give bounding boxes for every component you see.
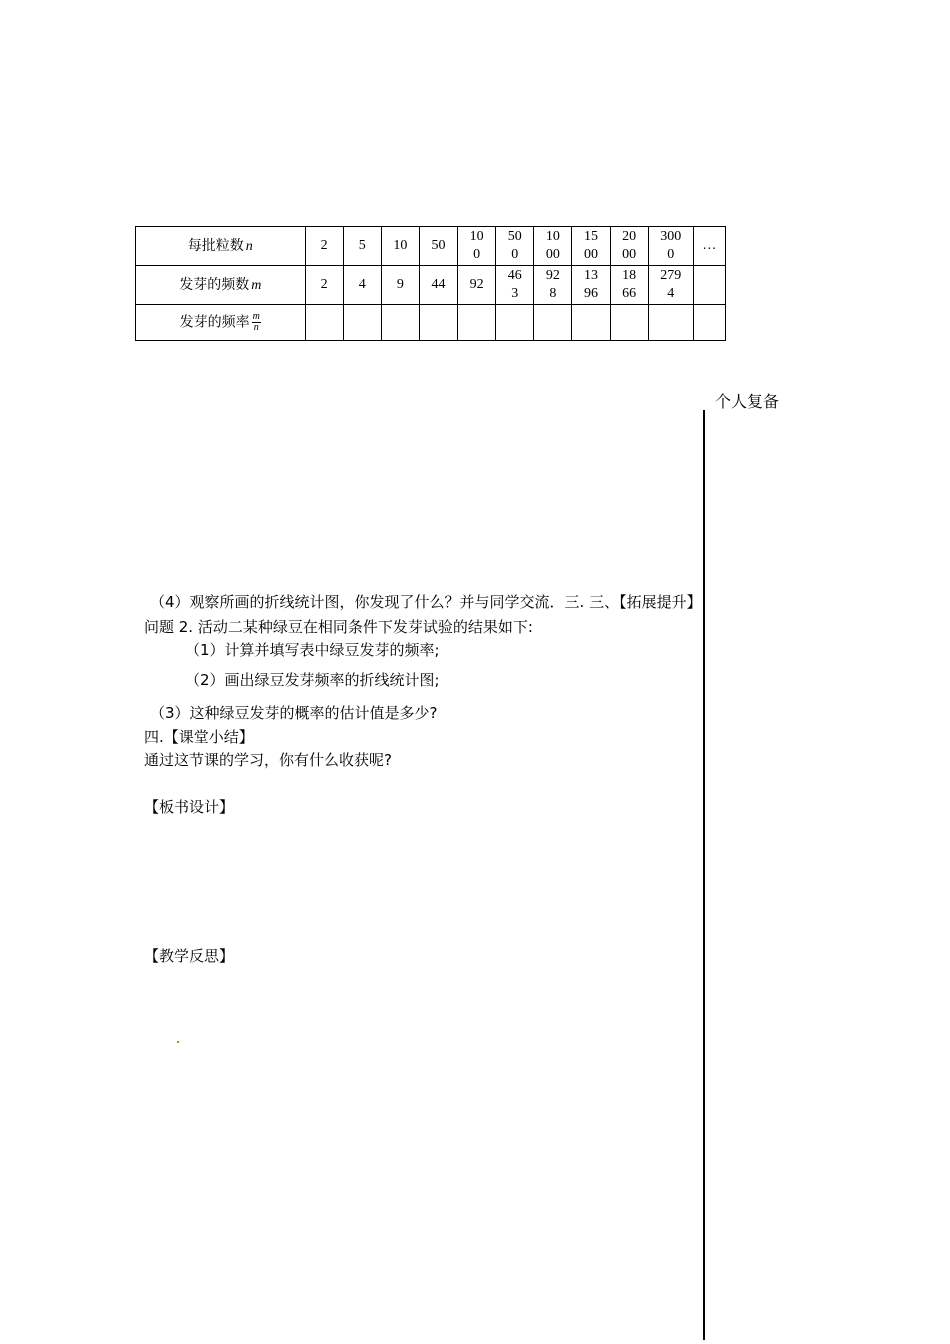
task-3: （3）这种绿豆发芽的概率的估计值是多少? bbox=[150, 704, 438, 722]
germination-table bbox=[135, 226, 726, 341]
table-cell bbox=[572, 227, 610, 266]
table-cell bbox=[693, 227, 725, 266]
cell-text: 5 bbox=[358, 238, 366, 253]
cell-text: 66 bbox=[622, 286, 637, 301]
cell-text: 18 bbox=[622, 268, 637, 283]
table-cell bbox=[381, 227, 419, 266]
table-cell bbox=[572, 305, 610, 341]
board-design-heading: 【板书设计】 bbox=[144, 798, 235, 816]
summary-heading: 四.【课堂小结】 bbox=[144, 728, 254, 746]
table-cell bbox=[419, 266, 457, 305]
cell-text: 8 bbox=[549, 286, 557, 301]
row-header-germination-rate: 发芽的频率 $\frac{m}{n}$ bbox=[136, 305, 306, 341]
cell-text: … bbox=[702, 238, 717, 253]
table-cell bbox=[419, 305, 457, 341]
table-cell bbox=[693, 266, 725, 305]
teaching-reflection-heading: 【教学反思】 bbox=[144, 947, 235, 965]
table-cell bbox=[343, 227, 381, 266]
table-cell bbox=[610, 227, 648, 266]
cell-text: 279 bbox=[660, 268, 682, 283]
table-cell bbox=[496, 227, 534, 266]
fraction-m-over-n: $\frac{m}{n}$ bbox=[252, 311, 260, 333]
row-header-batch-count: 每批粒数 n bbox=[136, 227, 306, 266]
cell-text: 0 bbox=[473, 247, 481, 262]
cell-text: 15 bbox=[584, 229, 598, 244]
margin-divider-line bbox=[703, 410, 705, 1340]
table-cell bbox=[343, 305, 381, 341]
table-cell bbox=[534, 305, 572, 341]
table-cell bbox=[648, 227, 693, 266]
cell-text: 0 bbox=[667, 247, 675, 262]
cell-text: 92 bbox=[469, 277, 484, 292]
table-cell bbox=[343, 266, 381, 305]
table-cell bbox=[496, 266, 534, 305]
table-cell bbox=[648, 266, 693, 305]
table-cell bbox=[458, 227, 496, 266]
cell-text: 0 bbox=[511, 247, 519, 262]
cell-text: 10 bbox=[545, 229, 560, 244]
cell-text: 00 bbox=[584, 247, 598, 262]
summary-text: 通过这节课的学习，你有什么收获呢? bbox=[144, 751, 392, 769]
cell-text: 96 bbox=[584, 286, 598, 301]
cell-text: 50 bbox=[507, 229, 522, 244]
table-cell bbox=[419, 227, 457, 266]
cell-text: 10 bbox=[393, 238, 408, 253]
personal-prep-title: 个人复备 bbox=[715, 392, 780, 411]
cell-text: 3 bbox=[511, 286, 519, 301]
table-cell bbox=[305, 305, 343, 341]
problem-2-intro: 问题 2. 活动二某种绿豆在相同条件下发芽试验的结果如下: bbox=[144, 618, 533, 636]
cell-text: 300 bbox=[660, 229, 682, 244]
table-cell bbox=[305, 227, 343, 266]
row-header-germination-count: 发芽的频数 m bbox=[136, 266, 306, 305]
stray-mark bbox=[177, 1041, 179, 1043]
question-4: （4）观察所画的折线统计图，你发现了什么？并与同学交流．三. 三、【拓展提升】 bbox=[150, 593, 702, 611]
table-cell bbox=[534, 227, 572, 266]
cell-text: 50 bbox=[431, 238, 446, 253]
table-row-germination-count bbox=[136, 266, 726, 305]
cell-text: 4 bbox=[358, 277, 366, 292]
cell-text: 00 bbox=[545, 247, 560, 262]
cell-text: 4 bbox=[667, 286, 675, 301]
table-cell bbox=[458, 266, 496, 305]
table-cell bbox=[610, 305, 648, 341]
table-cell bbox=[534, 266, 572, 305]
cell-text: 13 bbox=[584, 268, 598, 283]
table-cell bbox=[610, 266, 648, 305]
table-row-batch-count bbox=[136, 227, 726, 266]
table-cell bbox=[458, 305, 496, 341]
table-cell bbox=[305, 266, 343, 305]
cell-text: 46 bbox=[507, 268, 522, 283]
cell-text: 92 bbox=[545, 268, 560, 283]
table-cell bbox=[648, 305, 693, 341]
cell-text: 10 bbox=[469, 229, 484, 244]
table-cell bbox=[381, 266, 419, 305]
cell-text: 44 bbox=[431, 277, 446, 292]
task-2: （2）画出绿豆发芽频率的折线统计图; bbox=[185, 671, 440, 689]
table-row-germination-rate bbox=[136, 305, 726, 341]
task-1: （1）计算并填写表中绿豆发芽的频率; bbox=[185, 641, 440, 659]
cell-text: 2 bbox=[320, 277, 328, 292]
table-cell bbox=[381, 305, 419, 341]
table-cell bbox=[572, 266, 610, 305]
cell-text: 2 bbox=[320, 238, 328, 253]
cell-text: 00 bbox=[622, 247, 637, 262]
table-cell bbox=[693, 305, 725, 341]
cell-text: 20 bbox=[622, 229, 637, 244]
cell-text: 9 bbox=[396, 277, 404, 292]
table-cell bbox=[496, 305, 534, 341]
